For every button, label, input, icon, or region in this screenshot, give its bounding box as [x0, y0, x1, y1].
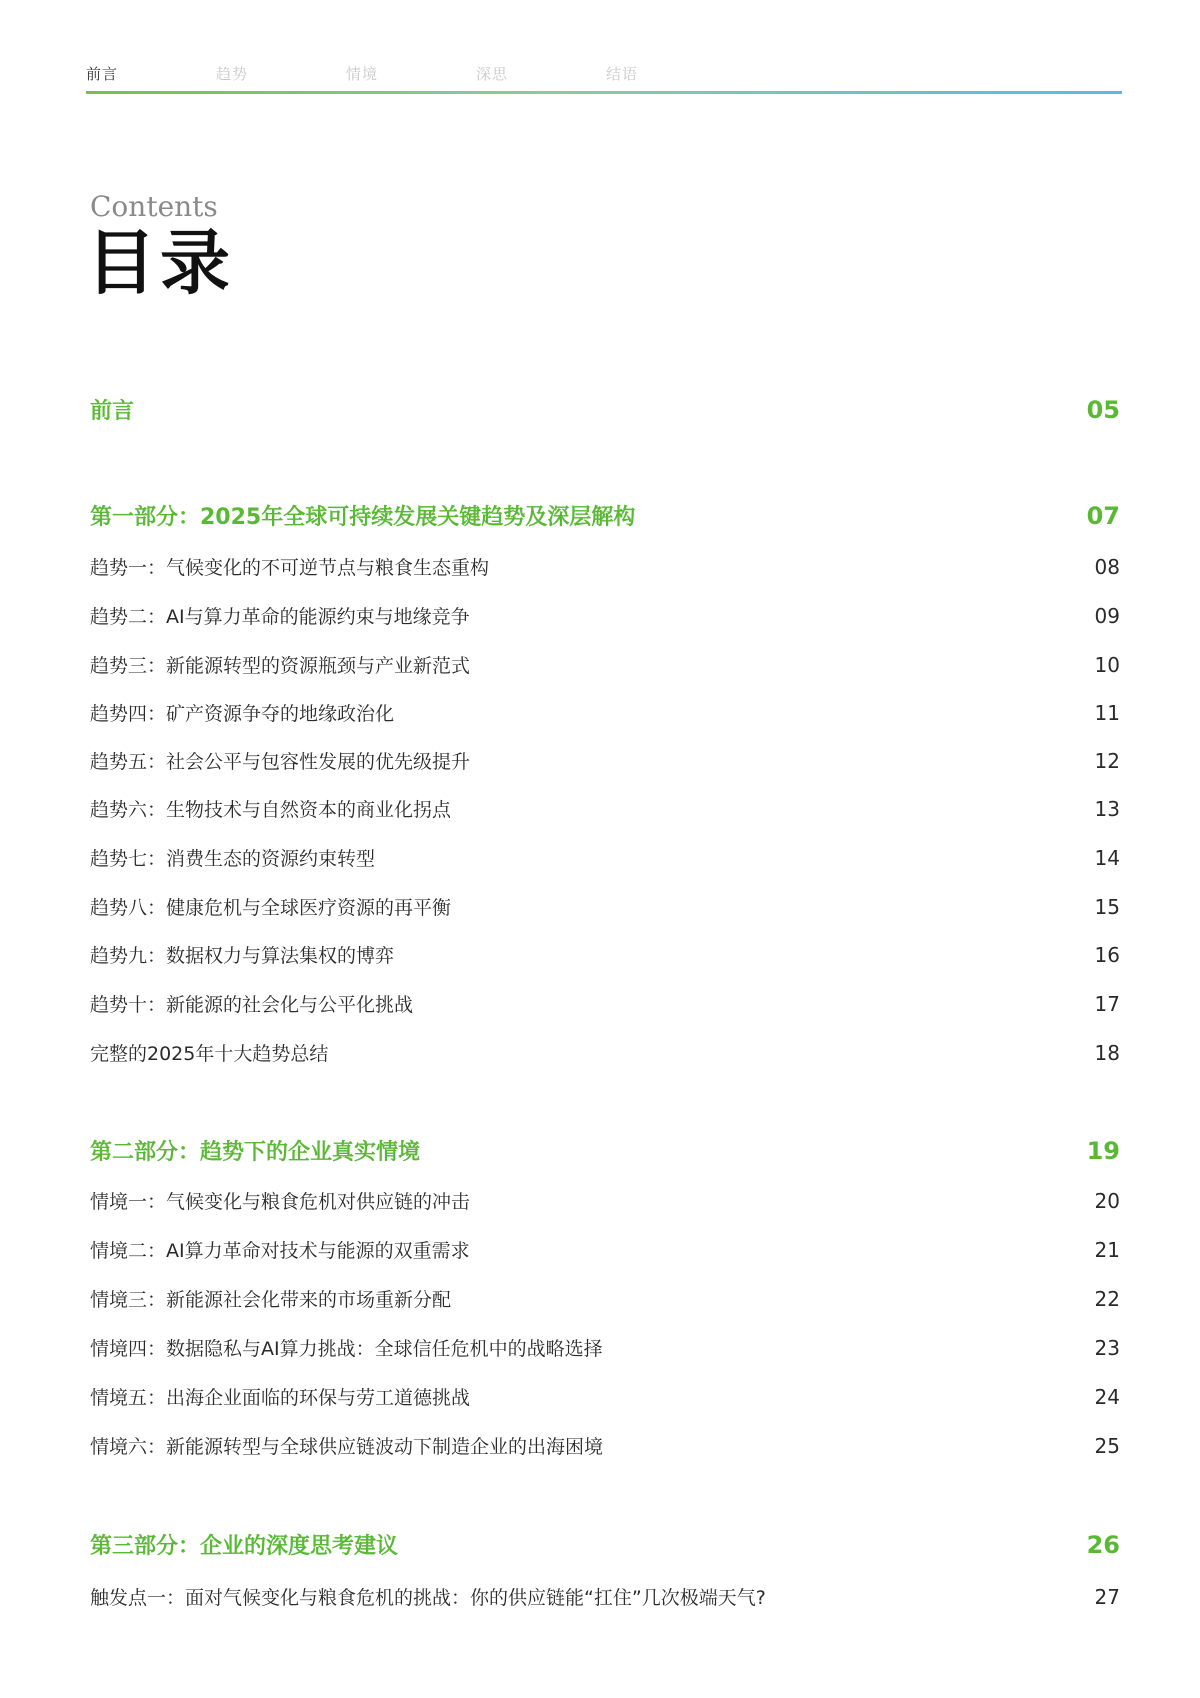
toc-item[interactable]: [90, 893, 1120, 920]
toc-item[interactable]: [90, 1236, 1120, 1263]
toc-item-label: 趋势七：消费生态的资源约束转型: [90, 848, 376, 870]
toc-item[interactable]: [90, 1383, 1120, 1410]
nav-tab-preface[interactable]: 前言: [86, 64, 119, 83]
toc-item-label: 情境六：新能源转型与全球供应链波动下制造企业的出海困境: [90, 1436, 604, 1458]
toc-item[interactable]: [90, 1334, 1120, 1361]
toc-page-number: 15: [1094, 894, 1120, 919]
toc-item[interactable]: [90, 1039, 1120, 1066]
nav-gradient-divider: [86, 91, 1122, 94]
toc-item[interactable]: [90, 941, 1120, 968]
toc-section-label: 前言: [90, 399, 135, 424]
toc-item-label: 触发点一：面对气候变化与粮食危机的挑战：你的供应链能“扛住”几次极端天气?: [90, 1587, 766, 1609]
toc-section-preface[interactable]: [90, 394, 1120, 425]
toc-page-number: 13: [1094, 796, 1120, 821]
toc-item[interactable]: [90, 1187, 1120, 1214]
toc-page-number: 25: [1094, 1433, 1120, 1458]
toc-item-label: 情境三：新能源社会化带来的市场重新分配: [90, 1289, 452, 1311]
toc-page-number: 27: [1094, 1584, 1120, 1609]
toc-section-label: 第一部分：2025年全球可持续发展关键趋势及深层解构: [90, 505, 636, 530]
toc-item[interactable]: [90, 747, 1120, 774]
toc-item-label: 趋势三：新能源转型的资源瓶颈与产业新范式: [90, 655, 471, 677]
toc-item-label: 情境四：数据隐私与AI算力挑战：全球信任危机中的战略选择: [90, 1338, 603, 1360]
toc-item-label: 完整的2025年十大趋势总结: [90, 1043, 329, 1065]
toc-page-number: 10: [1094, 652, 1120, 677]
toc-item-label: 情境一：气候变化与粮食危机对供应链的冲击: [90, 1191, 471, 1213]
top-navigation: [86, 54, 1122, 94]
nav-tab-scenarios[interactable]: 情境: [346, 64, 379, 83]
toc-item-label: 趋势一：气候变化的不可逆节点与粮食生态重构: [90, 557, 490, 579]
contents-subtitle: Contents: [90, 190, 218, 223]
toc-section-label: 第二部分：趋势下的企业真实情境: [90, 1140, 421, 1165]
page-title: 目录: [86, 221, 234, 304]
toc-page-number: 05: [1086, 395, 1120, 424]
toc-section-part1[interactable]: [90, 500, 1120, 531]
toc-page-number: 22: [1094, 1286, 1120, 1311]
toc-item[interactable]: [90, 1285, 1120, 1312]
toc-page-number: 26: [1086, 1530, 1120, 1559]
toc-section-part3[interactable]: [90, 1529, 1120, 1560]
toc-page-number: 20: [1094, 1188, 1120, 1213]
toc-page-number: 19: [1086, 1136, 1120, 1165]
toc-item-label: 趋势九：数据权力与算法集权的博弈: [90, 945, 395, 967]
toc-page-number: 09: [1094, 603, 1120, 628]
toc-item-label: 趋势二：AI与算力革命的能源约束与地缘竞争: [90, 606, 470, 628]
toc-page-number: 11: [1094, 700, 1120, 725]
toc-item[interactable]: [90, 1432, 1120, 1459]
toc-page-number: 12: [1094, 748, 1120, 773]
toc-item-label: 趋势五：社会公平与包容性发展的优先级提升: [90, 751, 471, 773]
toc-page-number: 08: [1094, 554, 1120, 579]
toc-page-number: 18: [1094, 1040, 1120, 1065]
nav-tabs: [86, 54, 1122, 92]
toc-item[interactable]: [90, 795, 1120, 822]
toc-item-label: 情境二：AI算力革命对技术与能源的双重需求: [90, 1240, 470, 1262]
toc-item-label: 情境五：出海企业面临的环保与劳工道德挑战: [90, 1387, 471, 1409]
toc-page-number: 17: [1094, 991, 1120, 1016]
toc-item-label: 趋势十：新能源的社会化与公平化挑战: [90, 994, 414, 1016]
toc-section-label: 第三部分：企业的深度思考建议: [90, 1534, 399, 1559]
toc-page-number: 14: [1094, 845, 1120, 870]
toc-item[interactable]: [90, 699, 1120, 726]
toc-section-part2[interactable]: [90, 1135, 1120, 1166]
toc-item[interactable]: [90, 651, 1120, 678]
toc-page-number: 23: [1094, 1335, 1120, 1360]
toc-page-number: 24: [1094, 1384, 1120, 1409]
nav-tab-conclusion[interactable]: 结语: [606, 64, 639, 83]
toc-page-number: 16: [1094, 942, 1120, 967]
toc-item-label: 趋势四：矿产资源争夺的地缘政治化: [90, 703, 395, 725]
toc-item-label: 趋势八：健康危机与全球医疗资源的再平衡: [90, 897, 452, 919]
nav-tab-trends[interactable]: 趋势: [216, 64, 249, 83]
toc-page-number: 07: [1086, 501, 1120, 530]
toc-item[interactable]: [90, 1583, 1120, 1610]
toc-item[interactable]: [90, 844, 1120, 871]
toc-item[interactable]: [90, 602, 1120, 629]
toc-item-label: 趋势六：生物技术与自然资本的商业化拐点: [90, 799, 452, 821]
toc-item[interactable]: [90, 990, 1120, 1017]
toc-page-number: 21: [1094, 1237, 1120, 1262]
nav-tab-reflection[interactable]: 深思: [476, 64, 509, 83]
toc-item[interactable]: [90, 553, 1120, 580]
